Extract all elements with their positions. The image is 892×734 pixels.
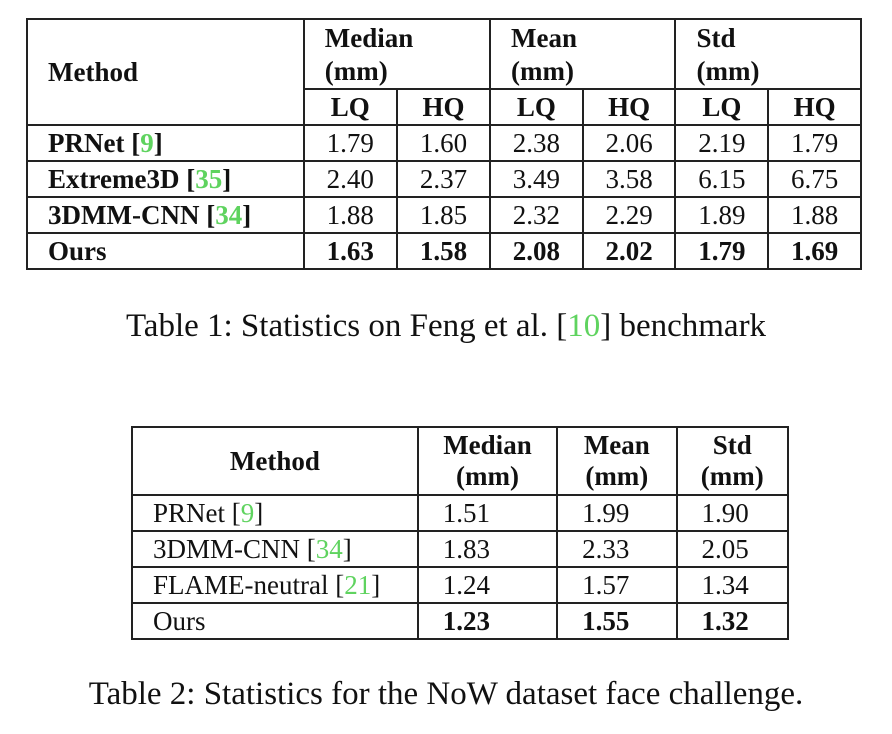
- citation-link[interactable]: 34: [315, 534, 343, 564]
- table-1-caption: Table 1: Statistics on Feng et al. [10] benchmark: [125, 308, 767, 344]
- t1-subheader-lq: LQ: [675, 89, 768, 125]
- table-1-feng-benchmark: [26, 18, 862, 270]
- t2-header-method: Method: [132, 427, 418, 495]
- citation-link[interactable]: 10: [567, 308, 601, 344]
- t2-header-std: Std (mm): [677, 427, 789, 495]
- value-cell: 3.58: [583, 161, 676, 197]
- method-cell: PRNet [9]: [132, 495, 418, 531]
- value-cell: 1.79: [675, 233, 768, 269]
- value-cell: 1.51: [418, 495, 557, 531]
- method-cell: 3DMM-CNN [34]: [27, 197, 304, 233]
- method-cell: Extreme3D [35]: [27, 161, 304, 197]
- t1-header-median: Median (mm): [304, 19, 490, 89]
- value-cell: 6.15: [675, 161, 768, 197]
- value-cell: 2.38: [490, 125, 583, 161]
- method-cell: FLAME-neutral [21]: [132, 567, 418, 603]
- t1-header-mean: Mean (mm): [490, 19, 675, 89]
- table-2-caption: Table 2: Statistics for the NoW dataset face challenge.: [88, 676, 804, 712]
- value-cell: 1.90: [677, 495, 789, 531]
- table-row: [132, 495, 788, 531]
- citation-link[interactable]: 35: [195, 164, 223, 194]
- value-cell: 6.75: [768, 161, 861, 197]
- value-cell: 1.58: [397, 233, 490, 269]
- value-cell: 3.49: [490, 161, 583, 197]
- value-cell: 1.60: [397, 125, 490, 161]
- value-cell: 1.88: [768, 197, 861, 233]
- method-cell: 3DMM-CNN [34]: [132, 531, 418, 567]
- value-cell: 1.85: [397, 197, 490, 233]
- t1-subheader-lq: LQ: [304, 89, 397, 125]
- citation-link[interactable]: 34: [215, 200, 243, 230]
- citation-link[interactable]: 9: [240, 498, 255, 528]
- table-2-now-challenge: [131, 426, 789, 640]
- citation-link[interactable]: 9: [140, 128, 154, 158]
- value-cell: 1.63: [304, 233, 397, 269]
- table-row: [27, 161, 861, 197]
- citation-link[interactable]: 21: [344, 570, 372, 600]
- value-cell: 2.37: [397, 161, 490, 197]
- table-row: [27, 125, 861, 161]
- t2-header-median: Median (mm): [418, 427, 557, 495]
- method-cell: Ours: [132, 603, 418, 639]
- table-row: [132, 567, 788, 603]
- value-cell: 2.32: [490, 197, 583, 233]
- value-cell: 1.79: [768, 125, 861, 161]
- value-cell: 1.24: [418, 567, 557, 603]
- value-cell: 1.57: [557, 567, 676, 603]
- value-cell: 2.19: [675, 125, 768, 161]
- t2-header-mean: Mean (mm): [557, 427, 676, 495]
- value-cell: 2.06: [583, 125, 676, 161]
- value-cell: 2.40: [304, 161, 397, 197]
- t1-subheader-hq: HQ: [583, 89, 676, 125]
- value-cell: 2.02: [583, 233, 676, 269]
- value-cell: 1.99: [557, 495, 676, 531]
- value-cell: 2.29: [583, 197, 676, 233]
- table-row: [27, 197, 861, 233]
- t1-subheader-hq: HQ: [768, 89, 861, 125]
- value-cell: 1.34: [677, 567, 789, 603]
- value-cell: 1.55: [557, 603, 676, 639]
- table-row-ours: [132, 603, 788, 639]
- value-cell: 2.33: [557, 531, 676, 567]
- value-cell: 1.23: [418, 603, 557, 639]
- table-row: [132, 531, 788, 567]
- t1-subheader-hq: HQ: [397, 89, 490, 125]
- value-cell: 2.05: [677, 531, 789, 567]
- value-cell: 1.79: [304, 125, 397, 161]
- value-cell: 1.88: [304, 197, 397, 233]
- t1-header-method: Method: [27, 19, 304, 125]
- value-cell: 2.08: [490, 233, 583, 269]
- t1-subheader-lq: LQ: [490, 89, 583, 125]
- method-cell: PRNet [9]: [27, 125, 304, 161]
- value-cell: 1.32: [677, 603, 789, 639]
- value-cell: 1.69: [768, 233, 861, 269]
- method-cell: Ours: [27, 233, 304, 269]
- value-cell: 1.89: [675, 197, 768, 233]
- t1-header-std: Std (mm): [675, 19, 861, 89]
- value-cell: 1.83: [418, 531, 557, 567]
- table-row-ours: [27, 233, 861, 269]
